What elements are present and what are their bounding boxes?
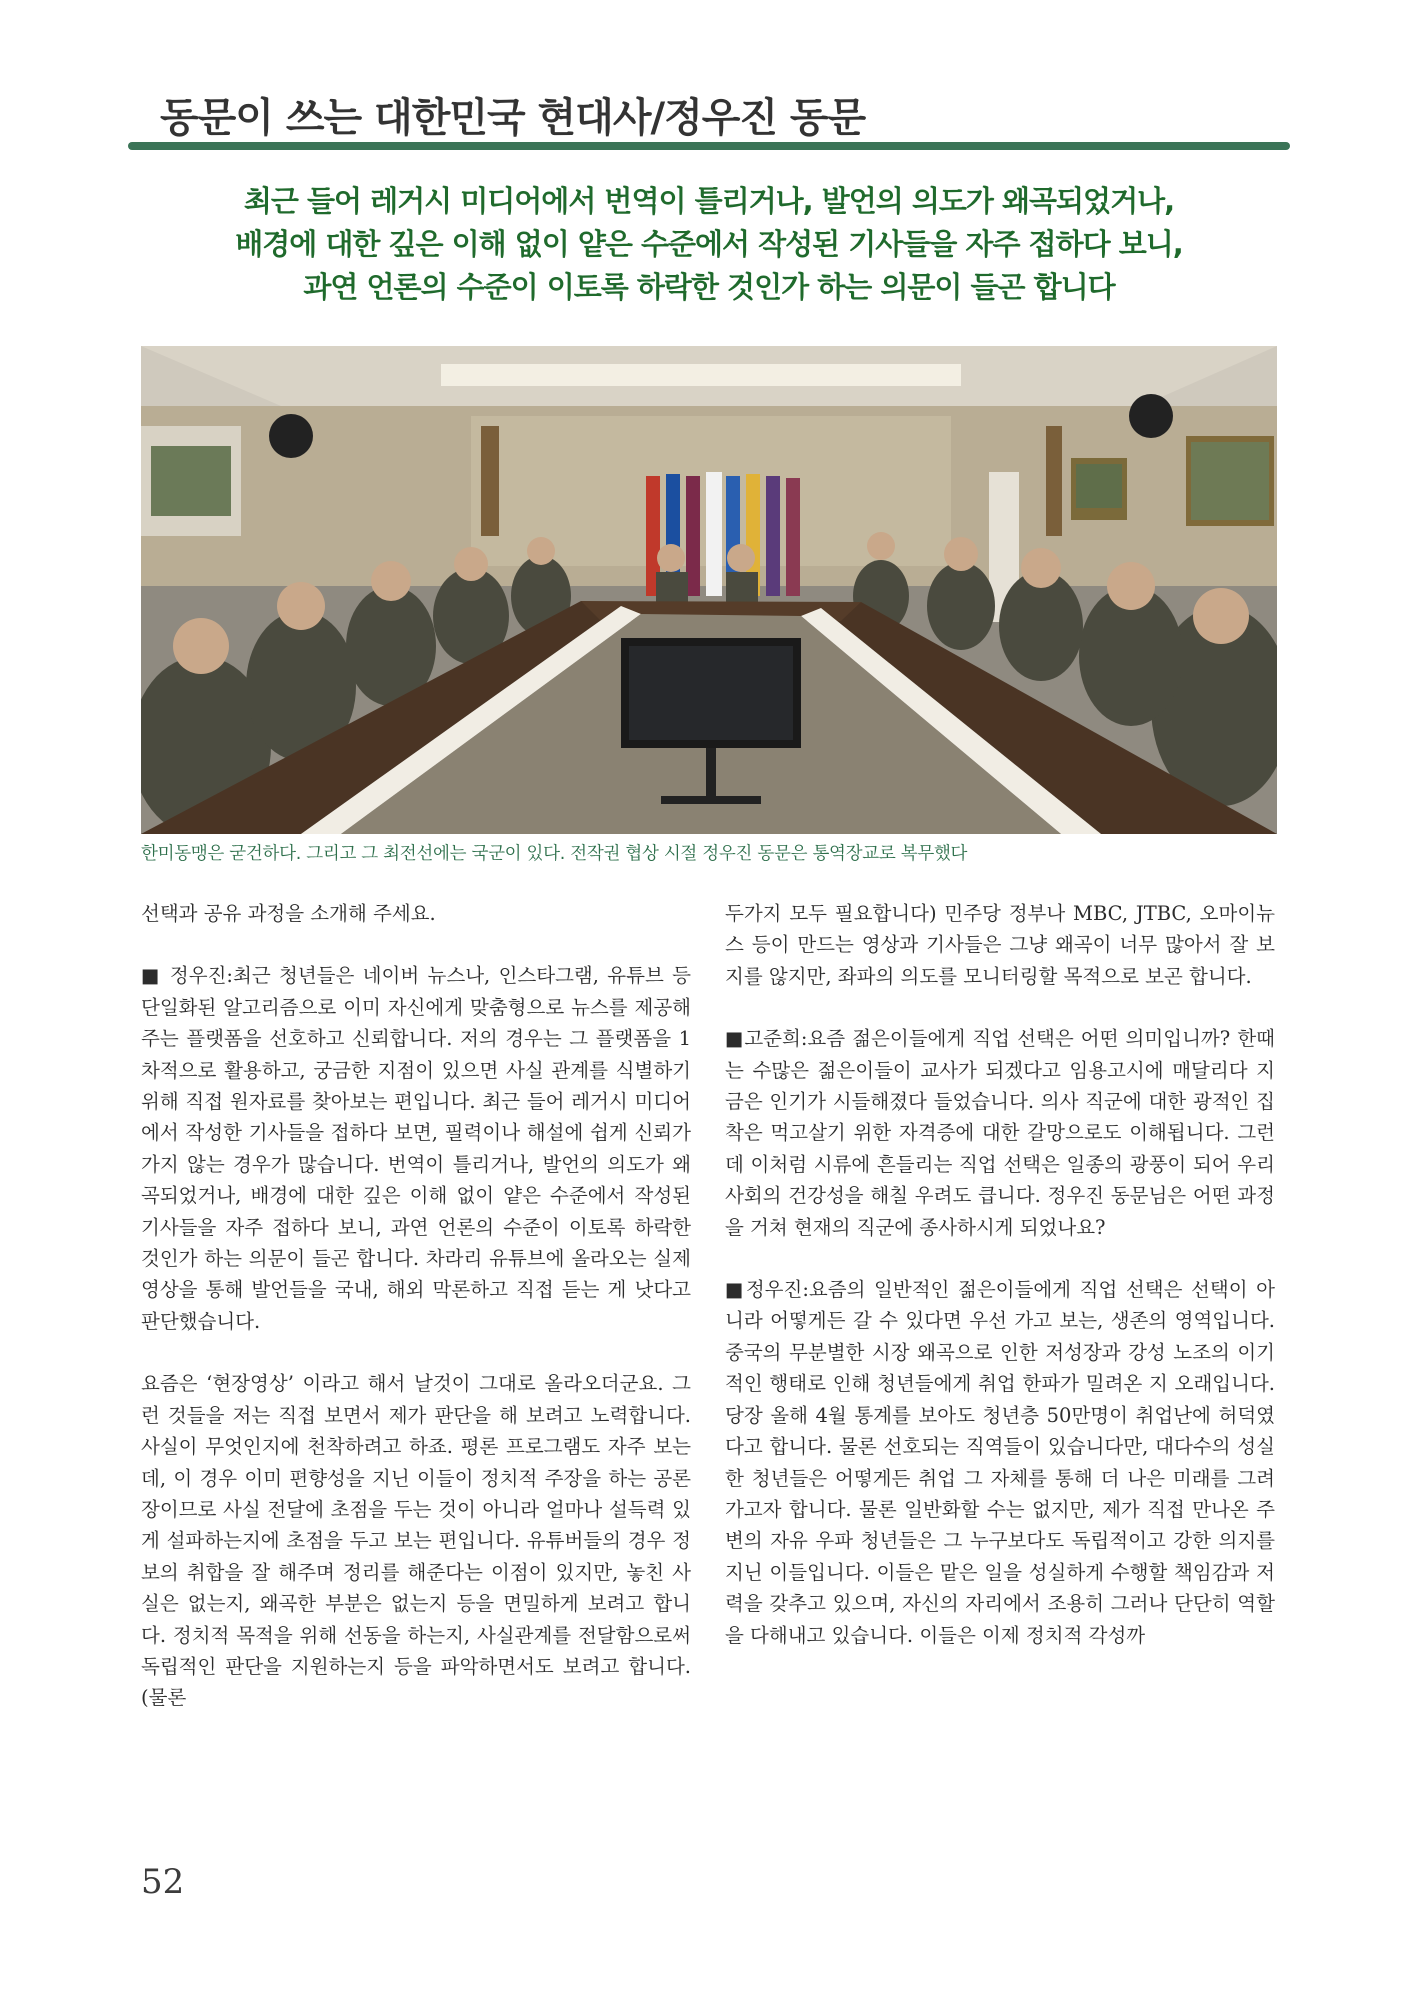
photo-caption: 한미동맹은 굳건하다. 그리고 그 최전선에는 국군이 있다. 전작권 협상 시절 정우진 동문은 통역장교로 복무했다 bbox=[141, 844, 968, 864]
lead-line-2: 배경에 대한 깊은 이해 없이 얕은 수준에서 작성된 기사들을 자주 접하다 보니, bbox=[235, 227, 1183, 261]
body-right-column bbox=[725, 898, 1275, 1682]
body-left-column bbox=[141, 898, 691, 1745]
header-divider bbox=[128, 142, 1290, 150]
body-paragraph: 요즘은 ‘현장영상’ 이라고 해서 날것이 그대로 올라오더군요. 그런 것들을 저는 직접 보면서 제가 판단을 해 보려고 노력합니다. 사실이 무엇인지에 천착하려고 하죠. 평론 프로그램도 자주 보는데, 이 경우 이미 편향성을 지닌 이들이 정치적 주장을 하는 공론장이므로 사실 전달에 초점을 두는 것이 아니라 얼마나 설득력 있게 설파하는지에 초점을 두고 보는 편입니다. 유튜버들의 경우 정보의 취합을 잘 해주며 정리를 해준다는 이점이 있지만, 놓친 사실은 없는지, 왜곡한 부분은 없는지 등을 면밀하게 보려고 합니다. 정치적 목적을 위해 선동을 하는지, 사실관계를 전달함으로써 독립적인 판단을 지원하는지 등을 파악하면서도 보려고 합니다. (물론 bbox=[141, 1372, 691, 1710]
body-paragraph: 선택과 공유 과정을 소개해 주세요. bbox=[141, 902, 436, 925]
meeting-photo bbox=[141, 346, 1277, 834]
lead-quote bbox=[128, 180, 1290, 309]
page-number: 52 bbox=[141, 1862, 185, 1902]
body-paragraph: ■ 정우진:최근 청년들은 네이버 뉴스나, 인스타그램, 유튜브 등 단일화된 알고리즘으로 이미 자신에게 맞춤형으로 뉴스를 제공해주는 플랫폼을 선호하고 신뢰합니다. 저의 경우는 그 플랫폼을 1차적으로 활용하고, 궁금한 지점이 있으면 사실 관계를 식별하기 위해 직접 원자료를 찾아보는 편입니다. 최근 들어 레거시 미디어에서 작성한 기사들을 접하다 보면, 필력이나 해설에 쉽게 신뢰가 가지 않는 경우가 많습니다. 번역이 틀리거나, 발언의 의도가 왜곡되었거나, 배경에 대한 깊은 이해 없이 얕은 수준에서 작성된 기사들을 자주 접하다 보니, 과연 언론의 수준이 이토록 하락한 것인가 하는 의문이 들곤 합니다. 차라리 유튜브에 올라오는 실제 영상을 통해 발언들을 국내, 해외 막론하고 직접 듣는 게 낫다고 판단했습니다. bbox=[141, 964, 691, 1333]
body-paragraph: 두가지 모두 필요합니다) 민주당 정부나 MBC, JTBC, 오마이뉴스 등이 만드는 영상과 기사들은 그냥 왜곡이 너무 많아서 잘 보지를 않지만, 좌파의 의도를 모니터링할 목적으로 보곤 합니다. bbox=[725, 902, 1275, 988]
page-header-title: 동문이 쓰는 대한민국 현대사/정우진 동문 bbox=[160, 95, 866, 141]
lead-line-1: 최근 들어 레거시 미디어에서 번역이 틀리거나, 발언의 의도가 왜곡되었거나, bbox=[243, 184, 1175, 218]
body-paragraph: ■정우진:요즘의 일반적인 젊은이들에게 직업 선택은 선택이 아니라 어떻게든 갈 수 있다면 우선 가고 보는, 생존의 영역입니다. 중국의 무분별한 시장 왜곡으로 인한 저성장과 강성 노조의 이기적인 행태로 인해 청년들에게 취업 한파가 밀려온 지 오래입니다. 당장 올해 4월 통계를 보아도 청년층 50만명이 취업난에 허덕였다고 합니다. 물론 선호되는 직역들이 있습니다만, 대다수의 성실한 청년들은 어떻게든 취업 그 자체를 통해 더 나은 미래를 그려가고자 합니다. 물론 일반화할 수는 없지만, 제가 직접 만나온 주변의 자유 우파 청년들은 그 누구보다도 독립적이고 강한 의지를 지닌 이들입니다. 이들은 맡은 일을 성실하게 수행할 책임감과 저력을 갖추고 있으며, 자신의 자리에서 조용히 그러나 단단히 역할을 다해내고 있습니다. 이들은 이제 정치적 각성까 bbox=[725, 1278, 1275, 1647]
body-paragraph: ■고준희:요즘 젊은이들에게 직업 선택은 어떤 의미입니까? 한때는 수많은 젊은이들이 교사가 되겠다고 임용고시에 매달리다 지금은 인기가 시들해졌다 들었습니다. 의사 직군에 대한 광적인 집착은 먹고살기 위한 자격증에 대한 갈망으로도 이해됩니다. 그런데 이처럼 시류에 흔들리는 직업 선택은 일종의 광풍이 되어 우리 사회의 건강성을 해칠 우려도 큽니다. 정우진 동문님은 어떤 과정을 거쳐 현재의 직군에 종사하시게 되었나요? bbox=[725, 1027, 1275, 1239]
lead-line-3: 과연 언론의 수준이 이토록 하락한 것인가 하는 의문이 들곤 합니다 bbox=[303, 270, 1115, 304]
